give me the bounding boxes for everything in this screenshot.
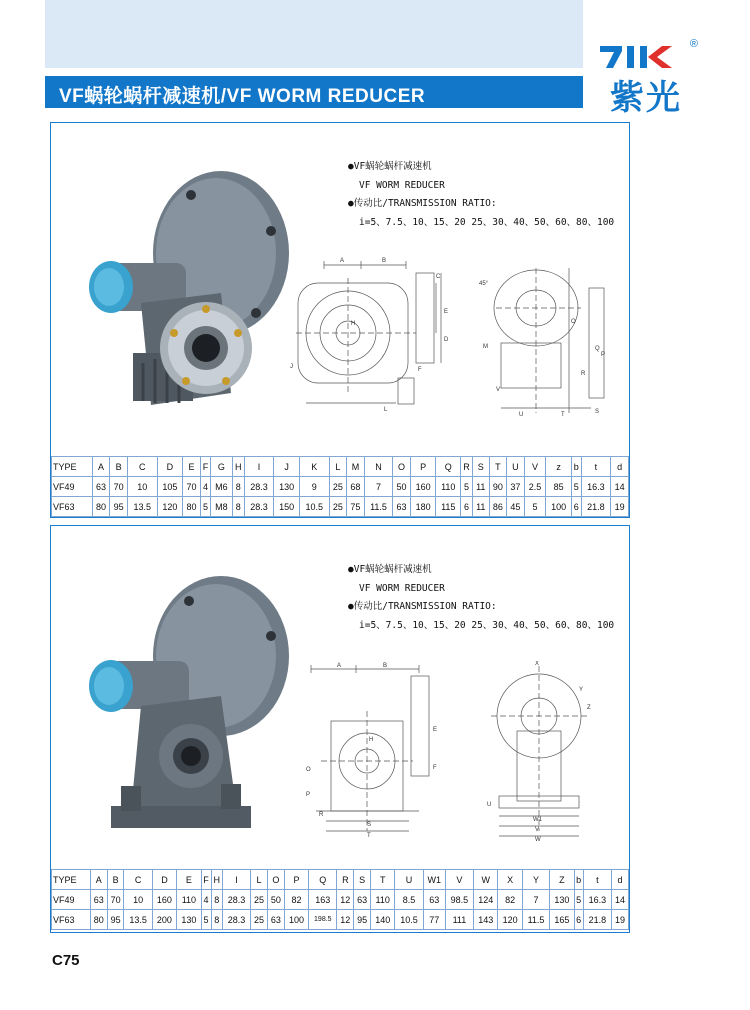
table-cell: 63 (423, 890, 445, 910)
table-header: U (395, 870, 423, 890)
svg-text:H: H (351, 321, 356, 327)
page-number: C75 (52, 952, 80, 969)
table-header: P (284, 870, 308, 890)
table-cell: 13.5 (127, 497, 157, 517)
svg-text:T: T (561, 412, 565, 418)
table-cell: 63 (354, 890, 371, 910)
spec-product-en: VF WORM REDUCER (359, 582, 445, 594)
table-cell: 180 (410, 497, 436, 517)
svg-text:M: M (483, 344, 488, 350)
table-header: G (211, 457, 233, 477)
spec-product-cn: ●VF蜗轮蜗杆减速机 (348, 564, 432, 575)
table-cell: 28.3 (244, 477, 274, 497)
table-header: b (574, 870, 583, 890)
table-header: d (611, 870, 628, 890)
table-cell: 115 (436, 497, 461, 517)
table-cell: 12 (337, 910, 354, 930)
spec-product-en: VF WORM REDUCER (359, 179, 445, 191)
table-cell: 77 (423, 910, 445, 930)
table-cell: 5 (574, 890, 583, 910)
table-cell: 13.5 (124, 910, 152, 930)
table-cell: 63 (90, 890, 107, 910)
table-header: M (347, 457, 365, 477)
svg-text:P: P (601, 352, 606, 358)
table-header: d (611, 457, 629, 477)
table-cell: 10.5 (395, 910, 423, 930)
logo-mark-icon (600, 42, 686, 72)
spec-ratio-title: ●传动比/TRANSMISSION RATIO: (348, 601, 497, 612)
table-row (52, 910, 629, 930)
table-cell: 163 (309, 890, 337, 910)
table-cell: 14 (611, 477, 629, 497)
svg-text:F: F (418, 367, 422, 373)
table-header: T (489, 457, 507, 477)
dimension-drawing-side (479, 661, 609, 841)
table-header: N (364, 457, 393, 477)
table-cell: VF49 (52, 477, 93, 497)
svg-text:Y: Y (579, 687, 584, 693)
table-cell: 70 (183, 477, 201, 497)
spec-ratio-values: i=5、7.5、10、15、20 25、30、40、50、60、80、100 (359, 619, 615, 631)
table-header: W (474, 870, 498, 890)
table-header: V (445, 870, 473, 890)
table-cell: VF63 (52, 910, 91, 930)
table-cell: 130 (550, 890, 574, 910)
table-header: H (211, 870, 222, 890)
table-cell: 8 (232, 497, 244, 517)
table-cell: 7 (364, 477, 393, 497)
table-cell: 5 (524, 497, 546, 517)
table-header: K (299, 457, 329, 477)
product-panel-foot (50, 525, 630, 933)
table-cell: 160 (152, 890, 176, 910)
table-cell: 28.3 (222, 910, 250, 930)
dimension-drawing-front (301, 661, 461, 841)
table-cell: 98.5 (445, 890, 473, 910)
table-cell: 50 (267, 890, 284, 910)
svg-text:C: C (436, 274, 441, 280)
table-cell: 9 (299, 477, 329, 497)
table-cell: 11.5 (522, 910, 549, 930)
table-cell: 90 (489, 477, 507, 497)
table-header: P (410, 457, 436, 477)
spec-text (348, 158, 614, 232)
table-header: t (581, 457, 611, 477)
table-header: Q (436, 457, 461, 477)
svg-text:A: A (340, 258, 345, 264)
table-cell: M6 (211, 477, 233, 497)
table-header: I (244, 457, 274, 477)
table-cell: 70 (107, 890, 124, 910)
table-header: H (232, 457, 244, 477)
table-header: C (124, 870, 152, 890)
svg-text:T: T (367, 833, 371, 839)
table-cell: 100 (284, 910, 308, 930)
svg-text:F: F (433, 765, 437, 771)
table-cell: 4 (200, 477, 210, 497)
table-cell: 25 (251, 890, 268, 910)
table-header: V (524, 457, 546, 477)
table-cell: 111 (445, 910, 473, 930)
table-cell: 105 (157, 477, 183, 497)
table-header: t (583, 870, 611, 890)
svg-text:Z: Z (587, 705, 591, 711)
table-cell: 10 (127, 477, 157, 497)
table-cell: 8 (232, 477, 244, 497)
svg-text:U: U (519, 412, 524, 418)
registered-mark-icon: ® (689, 38, 698, 50)
table-header: B (110, 457, 128, 477)
worm-reducer-foot-photo (71, 556, 301, 846)
table-cell: 130 (177, 910, 201, 930)
table-cell: 150 (274, 497, 300, 517)
svg-text:X: X (535, 661, 540, 667)
spec-ratio-title: ●传动比/TRANSMISSION RATIO: (348, 198, 497, 209)
table-cell: 6 (574, 910, 583, 930)
table-cell: 198.5 (309, 910, 337, 930)
table-cell: 110 (177, 890, 201, 910)
table-cell: 8.5 (395, 890, 423, 910)
dimension-table (51, 869, 629, 930)
table-cell: 5 (200, 497, 210, 517)
table-header: L (251, 870, 268, 890)
table-cell: 80 (92, 497, 110, 517)
table-cell: 85 (546, 477, 572, 497)
table-cell: 143 (474, 910, 498, 930)
table-header: TYPE (52, 457, 93, 477)
table-cell: 120 (498, 910, 522, 930)
table-cell: 25 (329, 477, 347, 497)
title-bar (45, 76, 583, 108)
table-header: TYPE (52, 870, 91, 890)
table-header: R (461, 457, 473, 477)
table-cell: 28.3 (244, 497, 274, 517)
table-header: Q (309, 870, 337, 890)
table-cell: 160 (410, 477, 436, 497)
table-header: A (90, 870, 107, 890)
svg-text:R: R (581, 371, 586, 377)
table-cell: 130 (274, 477, 300, 497)
table-cell: 6 (571, 497, 581, 517)
table-header-row (52, 457, 629, 477)
table-cell: 11 (473, 477, 490, 497)
table-header: E (177, 870, 201, 890)
table-header: F (200, 457, 210, 477)
table-cell: 25 (251, 910, 268, 930)
svg-text:E: E (433, 727, 438, 733)
table-cell: 82 (498, 890, 522, 910)
table-cell: 19 (611, 910, 628, 930)
table-header: B (107, 870, 124, 890)
table-cell: 95 (107, 910, 124, 930)
spec-product-cn: ●VF蜗轮蜗杆减速机 (348, 161, 432, 172)
table-cell: 37 (507, 477, 525, 497)
table-row (52, 477, 629, 497)
svg-text:45°: 45° (479, 281, 489, 287)
table-cell: 16.3 (581, 477, 611, 497)
table-cell: 80 (90, 910, 107, 930)
top-band (45, 0, 583, 68)
table-header: E (183, 457, 201, 477)
svg-text:W1: W1 (533, 817, 542, 823)
table-cell: 124 (474, 890, 498, 910)
table-cell: 5 (571, 477, 581, 497)
table-cell: 12 (337, 890, 354, 910)
table-cell: 11.5 (364, 497, 393, 517)
svg-text:D: D (444, 337, 449, 343)
svg-text:S: S (367, 822, 372, 828)
brand-logo (598, 38, 698, 117)
table-header: S (473, 457, 490, 477)
svg-text:A: A (337, 663, 342, 669)
table-cell: 50 (393, 477, 411, 497)
table-header: D (152, 870, 176, 890)
table-cell: 10.5 (299, 497, 329, 517)
table-header: Y (522, 870, 549, 890)
table-cell: 5 (461, 477, 473, 497)
svg-text:H: H (369, 737, 374, 743)
table-cell: 25 (329, 497, 347, 517)
table-cell: 7 (522, 890, 549, 910)
table-row (52, 497, 629, 517)
table-header: W1 (423, 870, 445, 890)
table-header: b (571, 457, 581, 477)
table-cell: 8 (211, 910, 222, 930)
table-cell: 68 (347, 477, 365, 497)
table-cell: 63 (393, 497, 411, 517)
svg-text:P: P (306, 792, 311, 798)
dimension-drawing-front (286, 253, 466, 418)
svg-text:B: B (383, 663, 388, 669)
table-header: A (92, 457, 110, 477)
table-row (52, 890, 629, 910)
table-header: U (507, 457, 525, 477)
table-cell: 63 (92, 477, 110, 497)
worm-reducer-flange-photo (71, 153, 301, 443)
table-header: F (201, 870, 211, 890)
page-title: VF蜗轮蜗杆减速机/VF WORM REDUCER (59, 86, 426, 107)
table-header-row (52, 870, 629, 890)
table-header: J (274, 457, 300, 477)
table-header: R (337, 870, 354, 890)
table-cell: 19 (611, 497, 629, 517)
table-header: T (370, 870, 394, 890)
table-cell: 95 (110, 497, 128, 517)
svg-text:L: L (384, 407, 388, 413)
table-cell: 200 (152, 910, 176, 930)
table-cell: 70 (110, 477, 128, 497)
table-cell: 14 (611, 890, 628, 910)
table-cell: 21.8 (583, 910, 611, 930)
table-cell: 110 (436, 477, 461, 497)
table-cell: 45 (507, 497, 525, 517)
table-cell: M8 (211, 497, 233, 517)
svg-text:B: B (382, 258, 387, 264)
table-cell: 165 (550, 910, 574, 930)
table-cell: 6 (461, 497, 473, 517)
spec-ratio-values: i=5、7.5、10、15、20 25、30、40、50、60、80、100 (359, 216, 615, 228)
logo-text: 紫光 (610, 79, 682, 117)
table-header: I (222, 870, 250, 890)
spec-text (348, 561, 614, 635)
table-header: C (127, 457, 157, 477)
svg-text:Q: Q (595, 346, 600, 352)
table-header: O (393, 457, 411, 477)
svg-text:W: W (535, 837, 541, 841)
table-cell: 86 (489, 497, 507, 517)
svg-text:U: U (487, 802, 492, 808)
table-header: z (546, 457, 572, 477)
dimension-table (51, 456, 629, 517)
table-cell: 28.3 (222, 890, 250, 910)
table-cell: 21.8 (581, 497, 611, 517)
table-cell: 120 (157, 497, 183, 517)
table-cell: 16.3 (583, 890, 611, 910)
svg-text:V: V (496, 387, 501, 393)
svg-text:R: R (319, 812, 324, 818)
table-cell: 75 (347, 497, 365, 517)
table-cell: 10 (124, 890, 152, 910)
table-header: X (498, 870, 522, 890)
table-cell: 11 (473, 497, 490, 517)
table-header: S (354, 870, 371, 890)
svg-text:S: S (595, 409, 600, 415)
table-header: O (267, 870, 284, 890)
table-cell: 95 (354, 910, 371, 930)
table-cell: VF49 (52, 890, 91, 910)
table-cell: VF63 (52, 497, 93, 517)
table-cell: 5 (201, 910, 211, 930)
table-cell: 140 (370, 910, 394, 930)
table-header: D (157, 457, 183, 477)
svg-text:V: V (535, 827, 540, 833)
svg-text:O: O (306, 767, 311, 773)
product-panel-flange (50, 122, 630, 518)
svg-text:E: E (444, 309, 449, 315)
svg-text:J: J (290, 364, 293, 370)
table-cell: 82 (284, 890, 308, 910)
table-cell: 8 (211, 890, 222, 910)
svg-text:O: O (571, 319, 576, 325)
dimension-drawing-side (471, 263, 611, 423)
table-cell: 100 (546, 497, 572, 517)
table-cell: 80 (183, 497, 201, 517)
table-cell: 4 (201, 890, 211, 910)
table-header: L (329, 457, 347, 477)
table-cell: 63 (267, 910, 284, 930)
table-header: Z (550, 870, 574, 890)
table-cell: 110 (370, 890, 394, 910)
table-cell: 2.5 (524, 477, 546, 497)
